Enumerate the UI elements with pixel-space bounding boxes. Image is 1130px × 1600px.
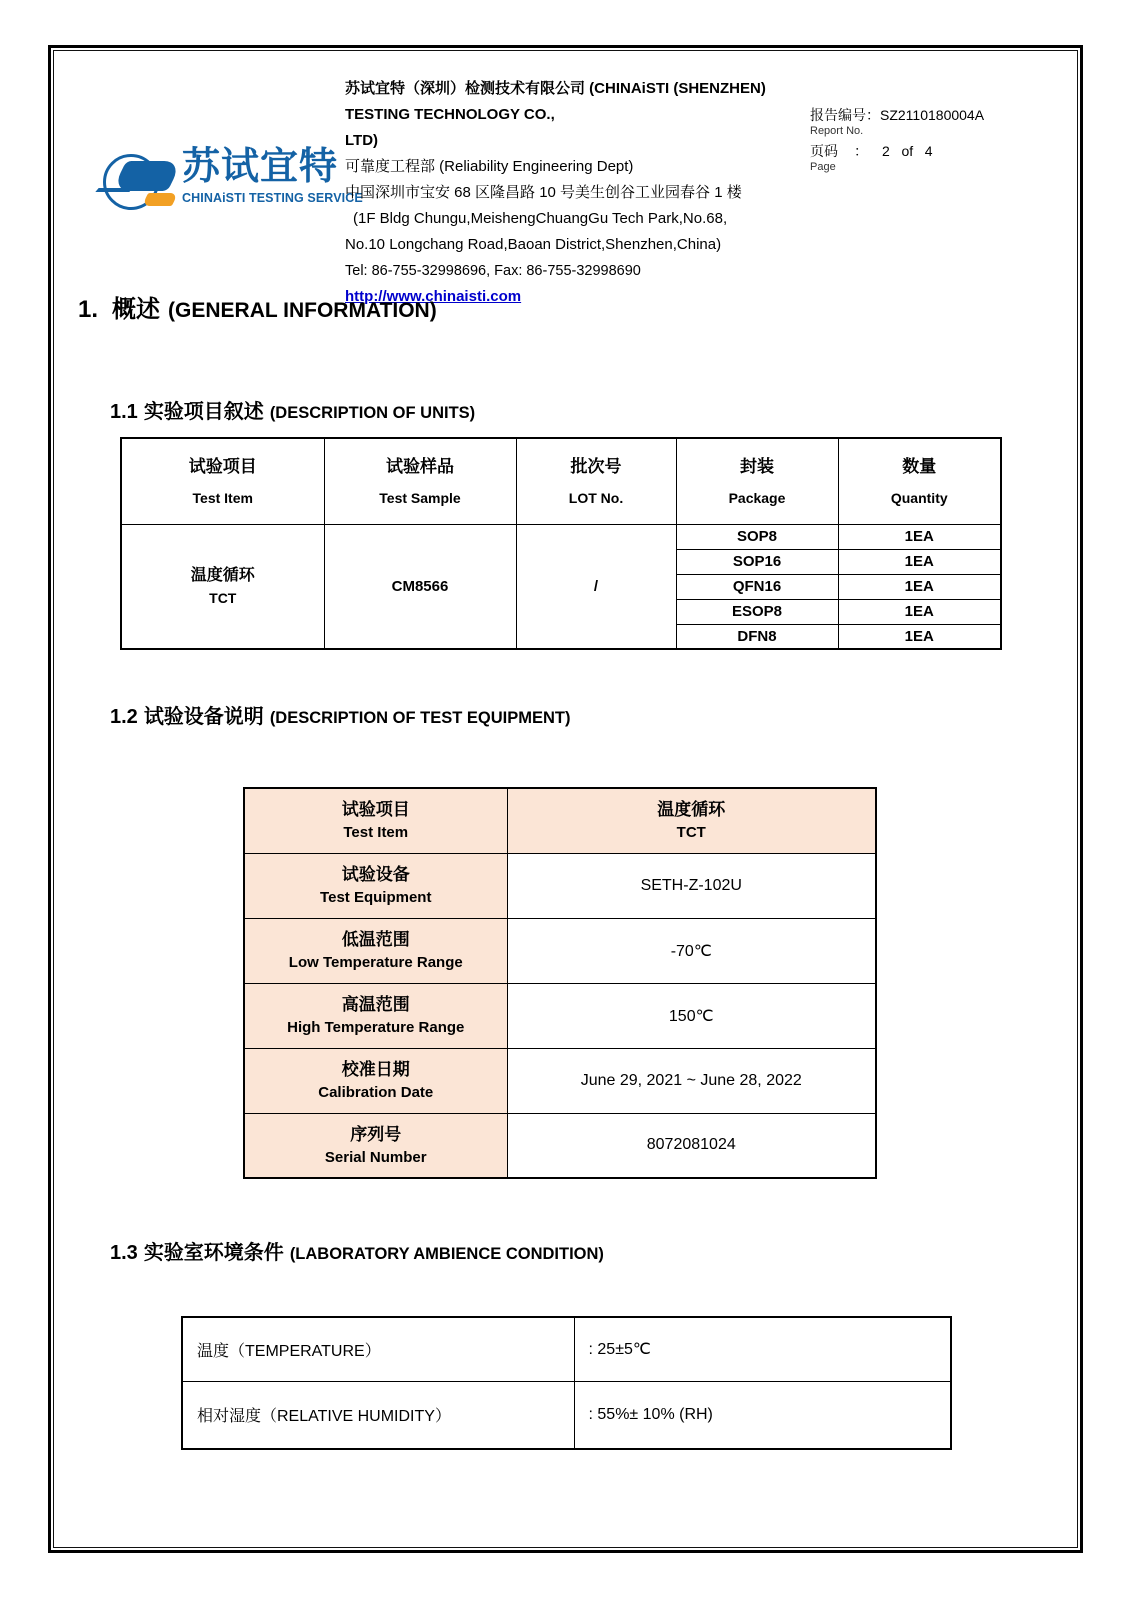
equipment-row-test-equipment: [244, 853, 876, 918]
equipment-label-cell: 高温范围 High Temperature Range: [244, 983, 507, 1048]
section-general-cn: 概述: [112, 296, 161, 323]
equipment-label-cell: 试验项目 Test Item: [244, 788, 507, 853]
package-cell: SOP8: [676, 524, 838, 549]
equipment-label-cell: 序列号 Serial Number: [244, 1113, 507, 1178]
address-en-line2: No.10 Longchang Road,Baoan District,Shenzhen,China): [345, 236, 722, 253]
equipment-row-test-item: [244, 788, 876, 853]
page-label-cn: 页码: [810, 143, 838, 159]
page-label-en: Page: [810, 161, 836, 173]
section-equipment-en: (DESCRIPTION OF TEST EQUIPMENT): [269, 709, 571, 727]
equipment-value-cell: June 29, 2021 ~ June 28, 2022: [507, 1048, 876, 1113]
units-table: [120, 437, 1002, 650]
report-no-value: SZ2110180004A: [880, 107, 985, 123]
address-en-line1: (1F Bldg Chungu,MeishengChuangGu Tech Park,No.68,: [353, 210, 728, 227]
ambience-table: [181, 1316, 952, 1450]
chinaisti-logo-icon: [103, 151, 187, 221]
section-ambience-cn: 实验室环境条件: [143, 1242, 284, 1264]
ambience-value-cell: : 25±5℃: [574, 1317, 951, 1381]
units-row-sop8: [121, 524, 1001, 549]
company-name-line2: LTD): [345, 132, 379, 149]
section-equipment-num: 1.2: [110, 706, 138, 728]
equipment-row-low-temp: [244, 918, 876, 983]
page-frame: [48, 45, 1083, 1553]
equipment-label-cell: 试验设备 Test Equipment: [244, 853, 507, 918]
equipment-value-cell: 150℃: [507, 983, 876, 1048]
logo-orange-swoosh-shape: [142, 193, 178, 206]
section-ambience-num: 1.3: [110, 1242, 138, 1264]
ambience-value-cell: : 55%± 10% (RH): [574, 1381, 951, 1449]
logo-en-text: CHINAiSTI TESTING SERVICE: [182, 191, 363, 205]
equipment-value-cell: SETH-Z-102U: [507, 853, 876, 918]
section-title-general: [78, 289, 437, 324]
page-no-value: 2 of 4: [882, 143, 933, 159]
units-header-lot-no: 批次号 LOT No.: [516, 438, 676, 524]
units-header-quantity: 数量 Quantity: [838, 438, 1001, 524]
quantity-cell: 1EA: [838, 549, 1001, 574]
report-no-label-cn: 报告编号：: [810, 107, 880, 123]
quantity-cell: 1EA: [838, 624, 1001, 649]
department-line: 可靠度工程部 (Reliability Engineering Dept): [345, 158, 634, 175]
equipment-row-serial-number: [244, 1113, 876, 1178]
section-title-ambience: [110, 1236, 604, 1265]
equipment-row-calibration-date: [244, 1048, 876, 1113]
company-header: [345, 76, 825, 310]
section-general-num: 1.: [78, 296, 99, 323]
website-link[interactable]: http://www.chinaisti.com: [345, 288, 522, 305]
equipment-label-cell: 低温范围 Low Temperature Range: [244, 918, 507, 983]
section-ambience-en: (LABORATORY AMBIENCE CONDITION): [289, 1245, 604, 1263]
units-header-package: 封装 Package: [676, 438, 838, 524]
ambience-label-cell: 相对湿度（RELATIVE HUMIDITY）: [182, 1381, 574, 1449]
report-meta: [810, 106, 1050, 178]
equipment-value-cell: 8072081024: [507, 1113, 876, 1178]
report-no-line: [810, 106, 1050, 124]
units-test-sample-cell: CM8566: [324, 524, 516, 649]
ambience-row-temperature: [182, 1317, 951, 1381]
page-colon: ：: [854, 143, 868, 159]
section-title-units: [110, 395, 475, 424]
equipment-row-high-temp: [244, 983, 876, 1048]
equipment-table: [243, 787, 877, 1179]
section-general-en: (GENERAL INFORMATION): [168, 299, 437, 322]
units-header-test-item: 试验项目 Test Item: [121, 438, 324, 524]
ambience-label-cell: 温度（TEMPERATURE）: [182, 1317, 574, 1381]
page-inner-frame: [53, 50, 1078, 1548]
quantity-cell: 1EA: [838, 524, 1001, 549]
units-lot-no-cell: /: [516, 524, 676, 649]
company-name-line1: 苏试宜特（深圳）检测技术有限公司 (CHINAiSTI (SHENZHEN) TESTING TECHNOLOGY CO.,: [345, 80, 766, 123]
report-no-label-en: Report No.: [810, 125, 864, 137]
section-units-num: 1.1: [110, 401, 138, 423]
equipment-label-cell: 校准日期 Calibration Date: [244, 1048, 507, 1113]
units-header-test-sample: 试验样品 Test Sample: [324, 438, 516, 524]
quantity-cell: 1EA: [838, 574, 1001, 599]
package-cell: SOP16: [676, 549, 838, 574]
address-cn: 中国深圳市宝安 68 区隆昌路 10 号美生创谷工业园春谷 1 楼: [345, 184, 742, 201]
logo-cn-text: 苏试宜特: [182, 146, 339, 188]
tel-fax-line: Tel: 86-755-32998696, Fax: 86-755-32998690: [345, 263, 641, 279]
section-equipment-cn: 试验设备说明: [143, 706, 264, 728]
package-cell: ESOP8: [676, 599, 838, 624]
section-title-equipment: [110, 700, 571, 729]
package-cell: QFN16: [676, 574, 838, 599]
ambience-row-humidity: [182, 1381, 951, 1449]
package-cell: DFN8: [676, 624, 838, 649]
page-no-line: [810, 142, 1050, 160]
section-units-cn: 实验项目叙述: [143, 401, 264, 423]
equipment-value-cell: 温度循环 TCT: [507, 788, 876, 853]
units-test-item-cell: 温度循环 TCT: [121, 524, 324, 649]
quantity-cell: 1EA: [838, 599, 1001, 624]
section-units-en: (DESCRIPTION OF UNITS): [269, 404, 476, 422]
equipment-value-cell: -70℃: [507, 918, 876, 983]
units-table-header-row: [121, 438, 1001, 524]
